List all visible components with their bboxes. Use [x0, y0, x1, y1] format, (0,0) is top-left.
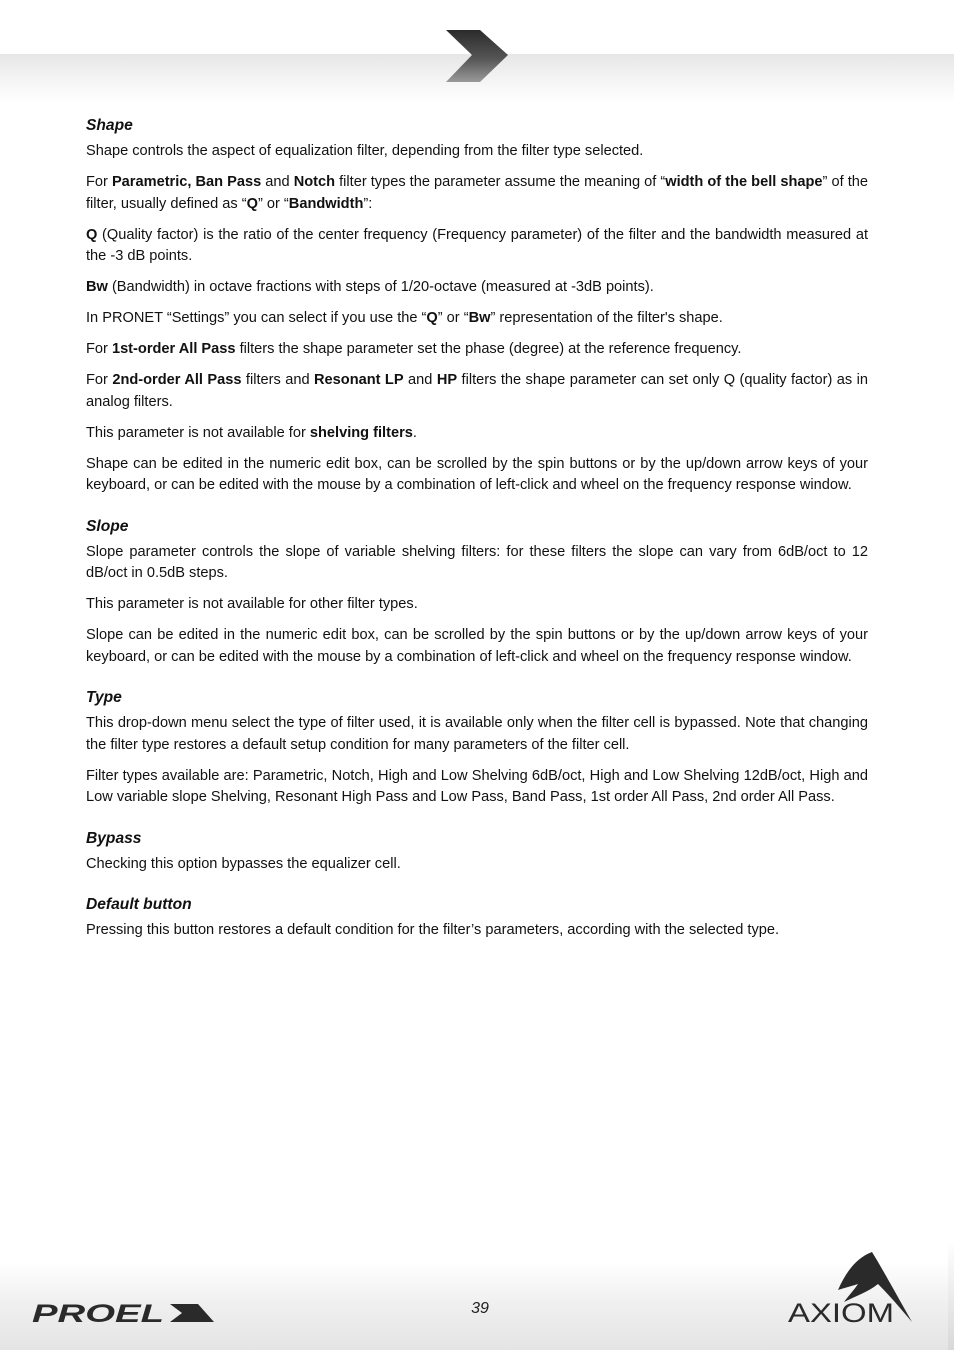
bold-text: 1st-order All Pass: [111, 341, 236, 357]
paragraph: [86, 277, 868, 299]
bold-text: shelving filters: [309, 424, 413, 441]
text-run: .: [412, 424, 417, 441]
document-body: [86, 116, 868, 962]
text-run: filters the shape parameter can set only Q (quality factor) as in analog filters.: [86, 372, 868, 410]
section-heading: Type: [86, 689, 122, 706]
paragraph: [86, 854, 868, 876]
bold-text: width of the bell shape: [665, 174, 823, 190]
text-run: For: [86, 372, 113, 388]
bold-text: Bw: [86, 279, 108, 295]
text-run: Slope can be edited in the numeric edit box, can be scrolled by the spin buttons or by the up/down arrow keys of your keyboard, or can be edited with the mouse by a combination of left-click and wheel on the frequency response window.: [86, 627, 868, 665]
paragraph: [86, 594, 868, 616]
paragraph: [86, 141, 868, 163]
text-run: and: [261, 174, 294, 190]
section-heading: Bypass: [86, 829, 142, 847]
section-bypass: [86, 829, 868, 876]
section-shape: [86, 116, 868, 497]
text-run: ” or “: [257, 195, 289, 212]
paragraph: [86, 423, 868, 445]
paragraph: [86, 454, 868, 497]
bold-text: Q: [246, 195, 258, 212]
paragraph: [86, 542, 868, 585]
section-slope: [86, 517, 868, 669]
text-run: filters and: [241, 372, 315, 388]
text-run: filters the shape parameter set the phase (degree) at the reference frequency.: [235, 341, 742, 357]
svg-text:PROEL: PROEL: [32, 1300, 164, 1326]
bold-text: Notch: [293, 174, 336, 190]
text-run: (Bandwidth) in octave fractions with steps of 1/20-octave (measured at -3dB points).: [107, 279, 654, 295]
axiom-logo: [786, 1250, 916, 1326]
paragraph: [86, 172, 868, 215]
proel-logo: [32, 1300, 216, 1326]
text-run: ” representation of the filter's shape.: [490, 310, 723, 326]
text-run: Shape controls the aspect of equalization filter, depending from the filter type selected.: [86, 143, 644, 159]
svg-text:AXIOM: AXIOM: [788, 1298, 894, 1326]
bold-text: 2nd-order All Pass: [112, 372, 242, 388]
bold-text: Bandwidth: [288, 195, 364, 212]
paragraph: [86, 370, 868, 413]
paragraph: [86, 920, 868, 942]
text-run: Shape can be edited in the numeric edit box, can be scrolled by the spin buttons or by the up/down arrow keys of your keyboard, or can be edited with the mouse by a combination of left-click and wheel on the frequency response window.: [86, 455, 868, 493]
bold-text: Parametric, Ban Pass: [111, 174, 262, 190]
bold-text: Resonant LP: [314, 372, 404, 388]
paragraph: [86, 339, 868, 361]
bold-text: Q: [426, 310, 438, 326]
section-heading: Slope: [86, 517, 129, 535]
bold-text: HP: [436, 372, 458, 388]
section-heading: Default button: [86, 896, 192, 913]
paragraph: [86, 308, 868, 330]
chevron-right-icon: [444, 28, 510, 84]
text-run: Checking this option bypasses the equalizer cell.: [86, 855, 401, 872]
text-run: This parameter is not available for other filter types.: [86, 596, 418, 612]
text-run: ”:: [363, 195, 373, 212]
text-run: Pressing this button restores a default condition for the filter’s parameters, according with the selected type.: [86, 922, 780, 938]
paragraph: [86, 713, 868, 756]
text-run: For: [86, 174, 112, 190]
text-run: Slope parameter controls the slope of variable shelving filters: for these filters the slope can vary from 6dB/oct to 12 dB/oct in 0.5dB steps.: [86, 543, 868, 581]
section-type: [86, 688, 868, 809]
text-run: This drop-down menu select the type of filter used, it is available only when the filter cell is bypassed. Note that changing the filter type restores a default setup condition for many parameters of the filter cell.: [86, 715, 868, 753]
paragraph: [86, 225, 868, 268]
text-run: (Quality factor) is the ratio of the center frequency (Frequency parameter) of the filter and the bandwidth measured at the -3 dB points.: [86, 226, 868, 264]
text-run: filter types the parameter assume the meaning of “: [335, 174, 666, 190]
paragraph: [86, 625, 868, 668]
text-run: In PRONET “Settings” you can select if you use the “: [86, 310, 427, 326]
text-run: This parameter is not available for: [86, 424, 310, 441]
bold-text: Q: [86, 226, 98, 243]
text-run: Filter types available are: Parametric, Notch, High and Low Shelving 6dB/oct, High and Low Shelving 12dB/oct, High and Low variable slope Shelving, Resonant High Pass and Low Pass, Band Pass, 1st order All Pass, 2nd order All Pass.: [86, 767, 868, 805]
bold-text: Bw: [468, 310, 491, 326]
page-edge-shadow: [948, 1240, 954, 1350]
text-run: ” of the filter, usually defined as “: [86, 174, 868, 212]
text-run: and: [403, 372, 437, 388]
page-number: 39: [471, 1300, 489, 1317]
section-default-button: [86, 895, 868, 942]
text-run: ” or “: [437, 310, 469, 326]
section-heading: Shape: [86, 117, 133, 134]
text-run: For: [86, 341, 112, 357]
paragraph: [86, 766, 868, 809]
